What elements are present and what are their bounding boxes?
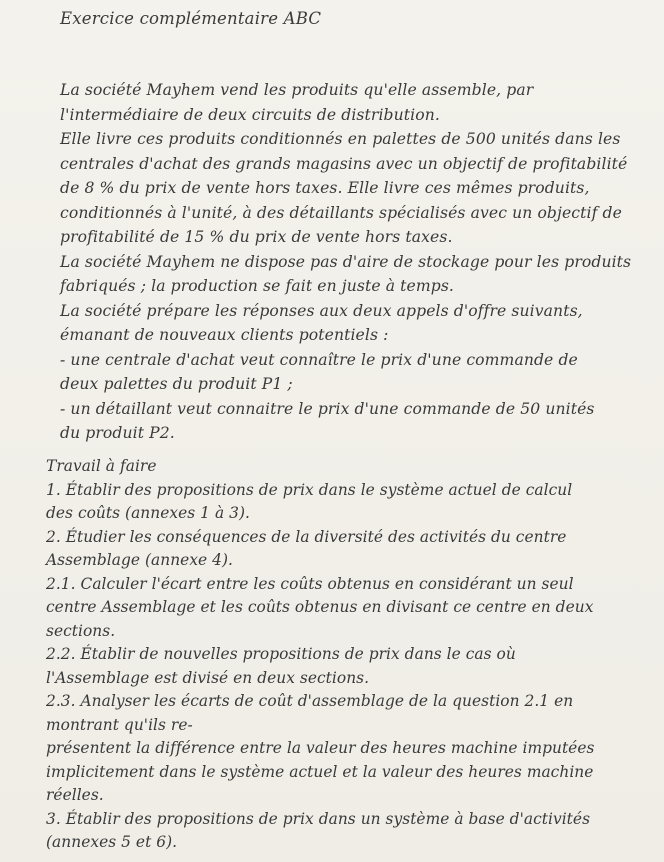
task-line: réelles. [46,786,104,804]
paragraph-line: conditionnés à l'unité, à des détaillants spécialisés avec un objectif de [60,203,622,222]
task-line: des coûts (annexes 1 à 3). [46,504,250,522]
task-line: 2.1. Calculer l'écart entre les coûts obtenus en considérant un seul [46,574,574,593]
section-heading: Travail à faire [46,457,157,475]
paragraph-line: de 8 % du prix de vente hors taxes. Elle livre ces mêmes produits, [60,179,590,197]
task-line: (annexes 5 et 6). [46,833,178,851]
paragraph-line: centrales d'achat des grands magasins avec un objectif de profitabilité [60,154,628,173]
paragraph-line: - une centrale d'achat veut connaître le prix d'une commande de [60,350,578,369]
paragraph-line: fabriqués ; la production se fait en juste à temps. [60,277,454,295]
paragraph-line: deux palettes du produit P1 ; [60,375,293,393]
task-line: 2.3. Analyser les écarts de coût d'assemblage de la question 2.1 en [46,692,574,710]
paragraph-line: La société Mayhem vend les produits qu'elle assemble, par [60,81,534,99]
task-line: montrant qu'ils re- [46,715,193,734]
document-title: Exercice complémentaire ABC [60,9,322,28]
statement-paragraph [60,78,660,446]
paragraph-line: Elle livre ces produits conditionnés en palettes de 500 unités dans les [60,130,621,148]
task-line: 2.2. Établir de nouvelles propositions de prix dans le cas où [46,645,516,663]
task-line: présentent la différence entre la valeur des heures machine imputées [46,739,595,757]
task-line: Assemblage (annexe 4). [46,551,233,569]
paragraph-line: La société Mayhem ne dispose pas d'aire de stockage pour les produits [60,252,632,271]
paragraph-line: émanant de nouveaux clients potentiels : [60,326,389,344]
task-line: centre Assemblage et les coûts obtenus en divisant ce centre en deux [46,598,594,616]
task-line: l'Assemblage est divisé en deux sections. [46,668,370,687]
paragraph-line: l'intermédiaire de deux circuits de distribution. [60,105,440,124]
task-line: 2. Étudier les conséquences de la diversité des activités du centre [46,527,567,546]
paragraph-line: du produit P2. [60,424,175,442]
travail-a-faire-section [46,455,656,855]
task-line: 3. Établir des propositions de prix dans un système à base d'activités [46,809,591,828]
paragraph-line: La société prépare les réponses aux deux appels d'offre suivants, [60,301,583,320]
paragraph-line: - un détaillant veut connaitre le prix d'une commande de 50 unités [60,399,595,418]
task-line: 1. Établir des propositions de prix dans le système actuel de calcul [46,480,573,499]
paragraph-line: profitabilité de 15 % du prix de vente hors taxes. [60,228,453,246]
task-line: implicitement dans le système actuel et la valeur des heures machine [46,762,594,781]
task-line: sections. [46,621,116,640]
